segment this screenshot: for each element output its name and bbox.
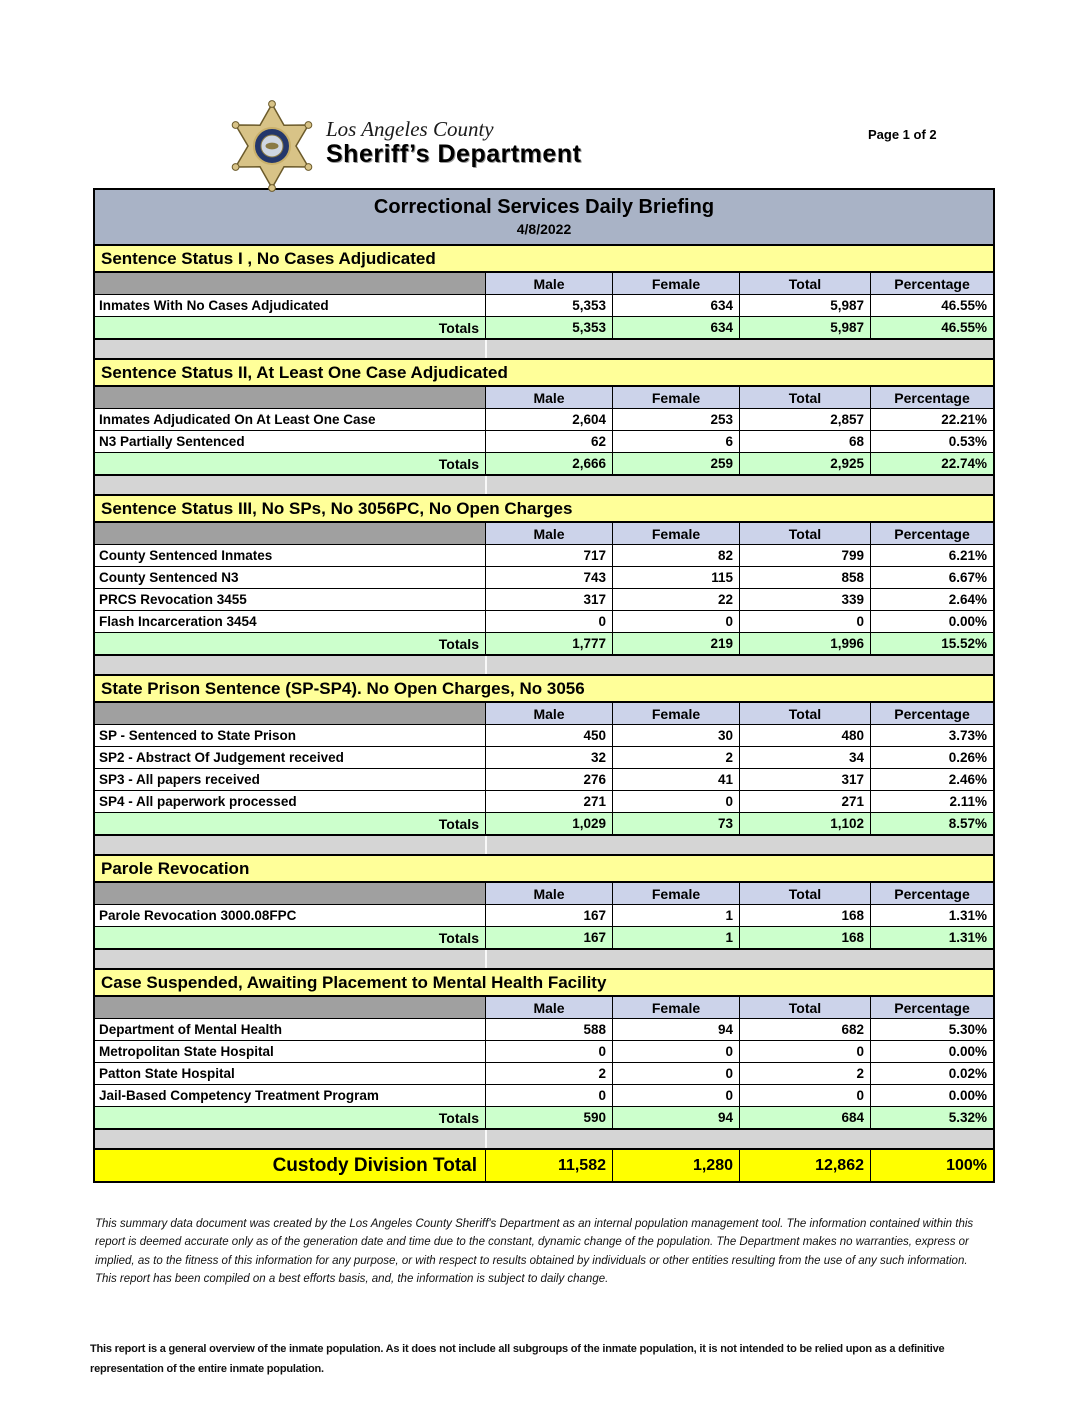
report-title-bar (95, 190, 993, 246)
percentage-value: 3.73% (870, 725, 993, 746)
column-header-female: Female (612, 273, 739, 294)
female-value: 2 (612, 747, 739, 768)
column-header-male: Male (485, 387, 612, 408)
row-label: County Sentenced N3 (99, 570, 239, 585)
overview-note-text: This report is a general overview of the inmate population. As it does not include all subgroups of the inmate population, it is not intended to be relied upon as a definitive representation of the entire inmate population. (90, 1342, 945, 1376)
table-row (95, 1085, 993, 1107)
column-header-female: Female (612, 883, 739, 904)
table-row (95, 611, 993, 633)
column-header-row (95, 883, 993, 905)
totals-percentage-value: 15.52% (870, 633, 993, 654)
percentage-value: 2.46% (870, 769, 993, 790)
daily-briefing-table (93, 188, 995, 1183)
section-title: Sentence Status I , No Cases Adjudicated (95, 246, 993, 273)
totals-percentage-value: 8.57% (870, 813, 993, 834)
table-row (95, 905, 993, 927)
male-value: 271 (485, 791, 612, 812)
totals-female-value: 219 (612, 633, 739, 654)
column-header-male: Male (485, 883, 612, 904)
female-value: 41 (612, 769, 739, 790)
totals-percentage-value: 22.74% (870, 453, 993, 474)
male-value: 0 (485, 611, 612, 632)
total-value: 480 (739, 725, 870, 746)
female-value: 1 (612, 905, 739, 926)
column-header-female: Female (612, 703, 739, 724)
total-value: 339 (739, 589, 870, 610)
male-value: 717 (485, 545, 612, 566)
percentage-value: 2.64% (870, 589, 993, 610)
totals-total-value: 5,987 (739, 317, 870, 338)
row-label: N3 Partially Sentenced (99, 434, 245, 449)
column-header-percentage: Percentage (870, 273, 993, 294)
percentage-value: 0.00% (870, 1041, 993, 1062)
totals-total-value: 1,102 (739, 813, 870, 834)
table-row (95, 1063, 993, 1085)
row-label: Inmates With No Cases Adjudicated (99, 298, 329, 313)
totals-total-value: 1,996 (739, 633, 870, 654)
column-header-total: Total (739, 883, 870, 904)
percentage-value: 5.30% (870, 1019, 993, 1040)
male-value: 276 (485, 769, 612, 790)
row-label: PRCS Revocation 3455 (99, 592, 247, 607)
total-value: 0 (739, 1041, 870, 1062)
female-value: 6 (612, 431, 739, 452)
table-row (95, 725, 993, 747)
section-title: Parole Revocation (95, 856, 993, 883)
section-title: Sentence Status II, At Least One Case Adjudicated (95, 360, 993, 387)
total-value: 317 (739, 769, 870, 790)
totals-male-value: 1,777 (485, 633, 612, 654)
male-value: 167 (485, 905, 612, 926)
male-value: 2 (485, 1063, 612, 1084)
column-header-male: Male (485, 523, 612, 544)
totals-label: Totals (438, 319, 479, 336)
table-row (95, 747, 993, 769)
section-gap (95, 1128, 993, 1150)
female-value: 30 (612, 725, 739, 746)
report-section (95, 496, 993, 654)
total-value: 68 (739, 431, 870, 452)
totals-row (95, 813, 993, 834)
totals-percentage-value: 5.32% (870, 1107, 993, 1128)
report-section (95, 970, 993, 1128)
blank-header-cell (95, 997, 485, 1018)
total-value: 682 (739, 1019, 870, 1040)
section-title: Sentence Status III, No SPs, No 3056PC, No Open Charges (95, 496, 993, 523)
row-label: Metropolitan State Hospital (99, 1044, 274, 1059)
section-gap (95, 654, 993, 676)
male-value: 0 (485, 1085, 612, 1106)
totals-percentage-value: 46.55% (870, 317, 993, 338)
female-value: 0 (612, 791, 739, 812)
column-header-total: Total (739, 703, 870, 724)
percentage-value: 0.02% (870, 1063, 993, 1084)
row-label: Flash Incarceration 3454 (99, 614, 257, 629)
column-header-female: Female (612, 997, 739, 1018)
totals-total-value: 2,925 (739, 453, 870, 474)
total-value: 0 (739, 1085, 870, 1106)
female-value: 634 (612, 295, 739, 316)
column-header-total: Total (739, 997, 870, 1018)
column-header-row (95, 523, 993, 545)
report-sections (95, 246, 993, 1150)
row-label: County Sentenced Inmates (99, 548, 273, 563)
blank-header-cell (95, 883, 485, 904)
column-header-row (95, 273, 993, 295)
female-value: 0 (612, 1063, 739, 1084)
column-header-percentage: Percentage (870, 387, 993, 408)
column-header-female: Female (612, 387, 739, 408)
total-value: 858 (739, 567, 870, 588)
row-label: Patton State Hospital (99, 1066, 235, 1081)
logo-text (326, 117, 581, 169)
percentage-value: 0.26% (870, 747, 993, 768)
totals-percentage-value: 1.31% (870, 927, 993, 948)
logo-department: Sheriff’s Department (326, 140, 582, 168)
total-value: 2,857 (739, 409, 870, 430)
report-section (95, 360, 993, 474)
section-gap (95, 474, 993, 496)
percentage-value: 0.00% (870, 1085, 993, 1106)
totals-row (95, 1107, 993, 1128)
page-number: Page 1 of 2 (868, 127, 937, 142)
totals-female-value: 94 (612, 1107, 739, 1128)
section-gap (95, 834, 993, 856)
table-row (95, 1041, 993, 1063)
column-header-percentage: Percentage (870, 997, 993, 1018)
male-value: 2,604 (485, 409, 612, 430)
totals-female-value: 73 (612, 813, 739, 834)
blank-header-cell (95, 703, 485, 724)
totals-label: Totals (438, 929, 479, 946)
column-header-male: Male (485, 997, 612, 1018)
column-header-total: Total (739, 387, 870, 408)
table-row (95, 567, 993, 589)
female-value: 115 (612, 567, 739, 588)
logo-county: Los Angeles County (326, 117, 494, 141)
report-section (95, 676, 993, 834)
table-row (95, 791, 993, 813)
male-value: 450 (485, 725, 612, 746)
totals-row (95, 453, 993, 474)
report-section (95, 246, 993, 338)
document-header (0, 0, 1088, 188)
totals-label: Totals (438, 455, 479, 472)
totals-total-value: 168 (739, 927, 870, 948)
table-row (95, 769, 993, 791)
blank-header-cell (95, 273, 485, 294)
male-value: 0 (485, 1041, 612, 1062)
section-gap (95, 338, 993, 360)
totals-label: Totals (438, 1109, 479, 1126)
column-header-percentage: Percentage (870, 523, 993, 544)
male-value: 317 (485, 589, 612, 610)
grand-total-female-value: 1,280 (612, 1150, 739, 1181)
totals-row (95, 633, 993, 654)
percentage-value: 0.53% (870, 431, 993, 452)
table-row (95, 1019, 993, 1041)
blank-header-cell (95, 387, 485, 408)
column-header-percentage: Percentage (870, 703, 993, 724)
section-gap (95, 948, 993, 970)
totals-male-value: 590 (485, 1107, 612, 1128)
column-header-row (95, 387, 993, 409)
column-header-row (95, 703, 993, 725)
male-value: 588 (485, 1019, 612, 1040)
female-value: 94 (612, 1019, 739, 1040)
table-row (95, 545, 993, 567)
female-value: 82 (612, 545, 739, 566)
totals-row (95, 317, 993, 338)
male-value: 5,353 (485, 295, 612, 316)
column-header-male: Male (485, 703, 612, 724)
table-row (95, 409, 993, 431)
column-header-total: Total (739, 523, 870, 544)
female-value: 0 (612, 1085, 739, 1106)
total-value: 2 (739, 1063, 870, 1084)
blank-header-cell (95, 523, 485, 544)
row-label: SP3 - All papers received (99, 772, 260, 787)
grand-total-total-value: 12,862 (739, 1150, 870, 1181)
percentage-value: 22.21% (870, 409, 993, 430)
grand-total-male-value: 11,582 (485, 1150, 612, 1181)
totals-female-value: 1 (612, 927, 739, 948)
sheriff-star-badge-icon (224, 98, 320, 194)
disclaimer-text: This summary data document was created by the Los Angeles County Sheriff's Department as an internal population management tool. The information contained within this report is deemed accurate only as of the generation date and time due to the constant, dynamic change of the population. The Department makes no warranties, express or implied, as to the fitness of this information for any purpose, or with respect to results obtained by individuals or other entities resulting from the use of any such information. This report has been compiled on a best efforts basis, and, the information is subject to daily change. (95, 1218, 974, 1286)
totals-female-value: 634 (612, 317, 739, 338)
custody-division-total-row (95, 1150, 993, 1181)
column-header-male: Male (485, 273, 612, 294)
total-value: 5,987 (739, 295, 870, 316)
total-value: 271 (739, 791, 870, 812)
totals-label: Totals (438, 815, 479, 832)
column-header-row (95, 997, 993, 1019)
totals-male-value: 2,666 (485, 453, 612, 474)
totals-male-value: 5,353 (485, 317, 612, 338)
section-title: Case Suspended, Awaiting Placement to Mental Health Facility (95, 970, 993, 997)
column-header-female: Female (612, 523, 739, 544)
table-row (95, 431, 993, 453)
report-section (95, 856, 993, 948)
column-header-total: Total (739, 273, 870, 294)
table-row (95, 589, 993, 611)
report-title: Correctional Services Daily Briefing (373, 196, 715, 218)
grand-total-percentage-value: 100% (870, 1150, 993, 1181)
report-date: 4/8/2022 (516, 221, 572, 237)
totals-total-value: 684 (739, 1107, 870, 1128)
totals-row (95, 927, 993, 948)
male-value: 32 (485, 747, 612, 768)
total-value: 799 (739, 545, 870, 566)
female-value: 22 (612, 589, 739, 610)
row-label: Jail-Based Competency Treatment Program (99, 1088, 379, 1103)
totals-female-value: 259 (612, 453, 739, 474)
percentage-value: 6.67% (870, 567, 993, 588)
total-value: 0 (739, 611, 870, 632)
table-row (95, 295, 993, 317)
percentage-value: 6.21% (870, 545, 993, 566)
row-label: SP - Sentenced to State Prison (99, 728, 297, 743)
percentage-value: 46.55% (870, 295, 993, 316)
totals-male-value: 167 (485, 927, 612, 948)
totals-male-value: 1,029 (485, 813, 612, 834)
male-value: 62 (485, 431, 612, 452)
row-label: SP4 - All paperwork processed (99, 794, 297, 809)
total-value: 168 (739, 905, 870, 926)
total-value: 34 (739, 747, 870, 768)
row-label: Department of Mental Health (99, 1022, 283, 1037)
male-value: 743 (485, 567, 612, 588)
column-header-percentage: Percentage (870, 883, 993, 904)
female-value: 0 (612, 611, 739, 632)
totals-label: Totals (438, 635, 479, 652)
percentage-value: 2.11% (870, 791, 993, 812)
row-label: Parole Revocation 3000.08FPC (99, 908, 297, 923)
row-label: Inmates Adjudicated On At Least One Case (99, 412, 376, 427)
row-label: SP2 - Abstract Of Judgement received (99, 750, 344, 765)
section-title: State Prison Sentence (SP-SP4). No Open Charges, No 3056 (95, 676, 993, 703)
female-value: 253 (612, 409, 739, 430)
percentage-value: 1.31% (870, 905, 993, 926)
grand-total-label: Custody Division Total (272, 1154, 477, 1176)
female-value: 0 (612, 1041, 739, 1062)
percentage-value: 0.00% (870, 611, 993, 632)
